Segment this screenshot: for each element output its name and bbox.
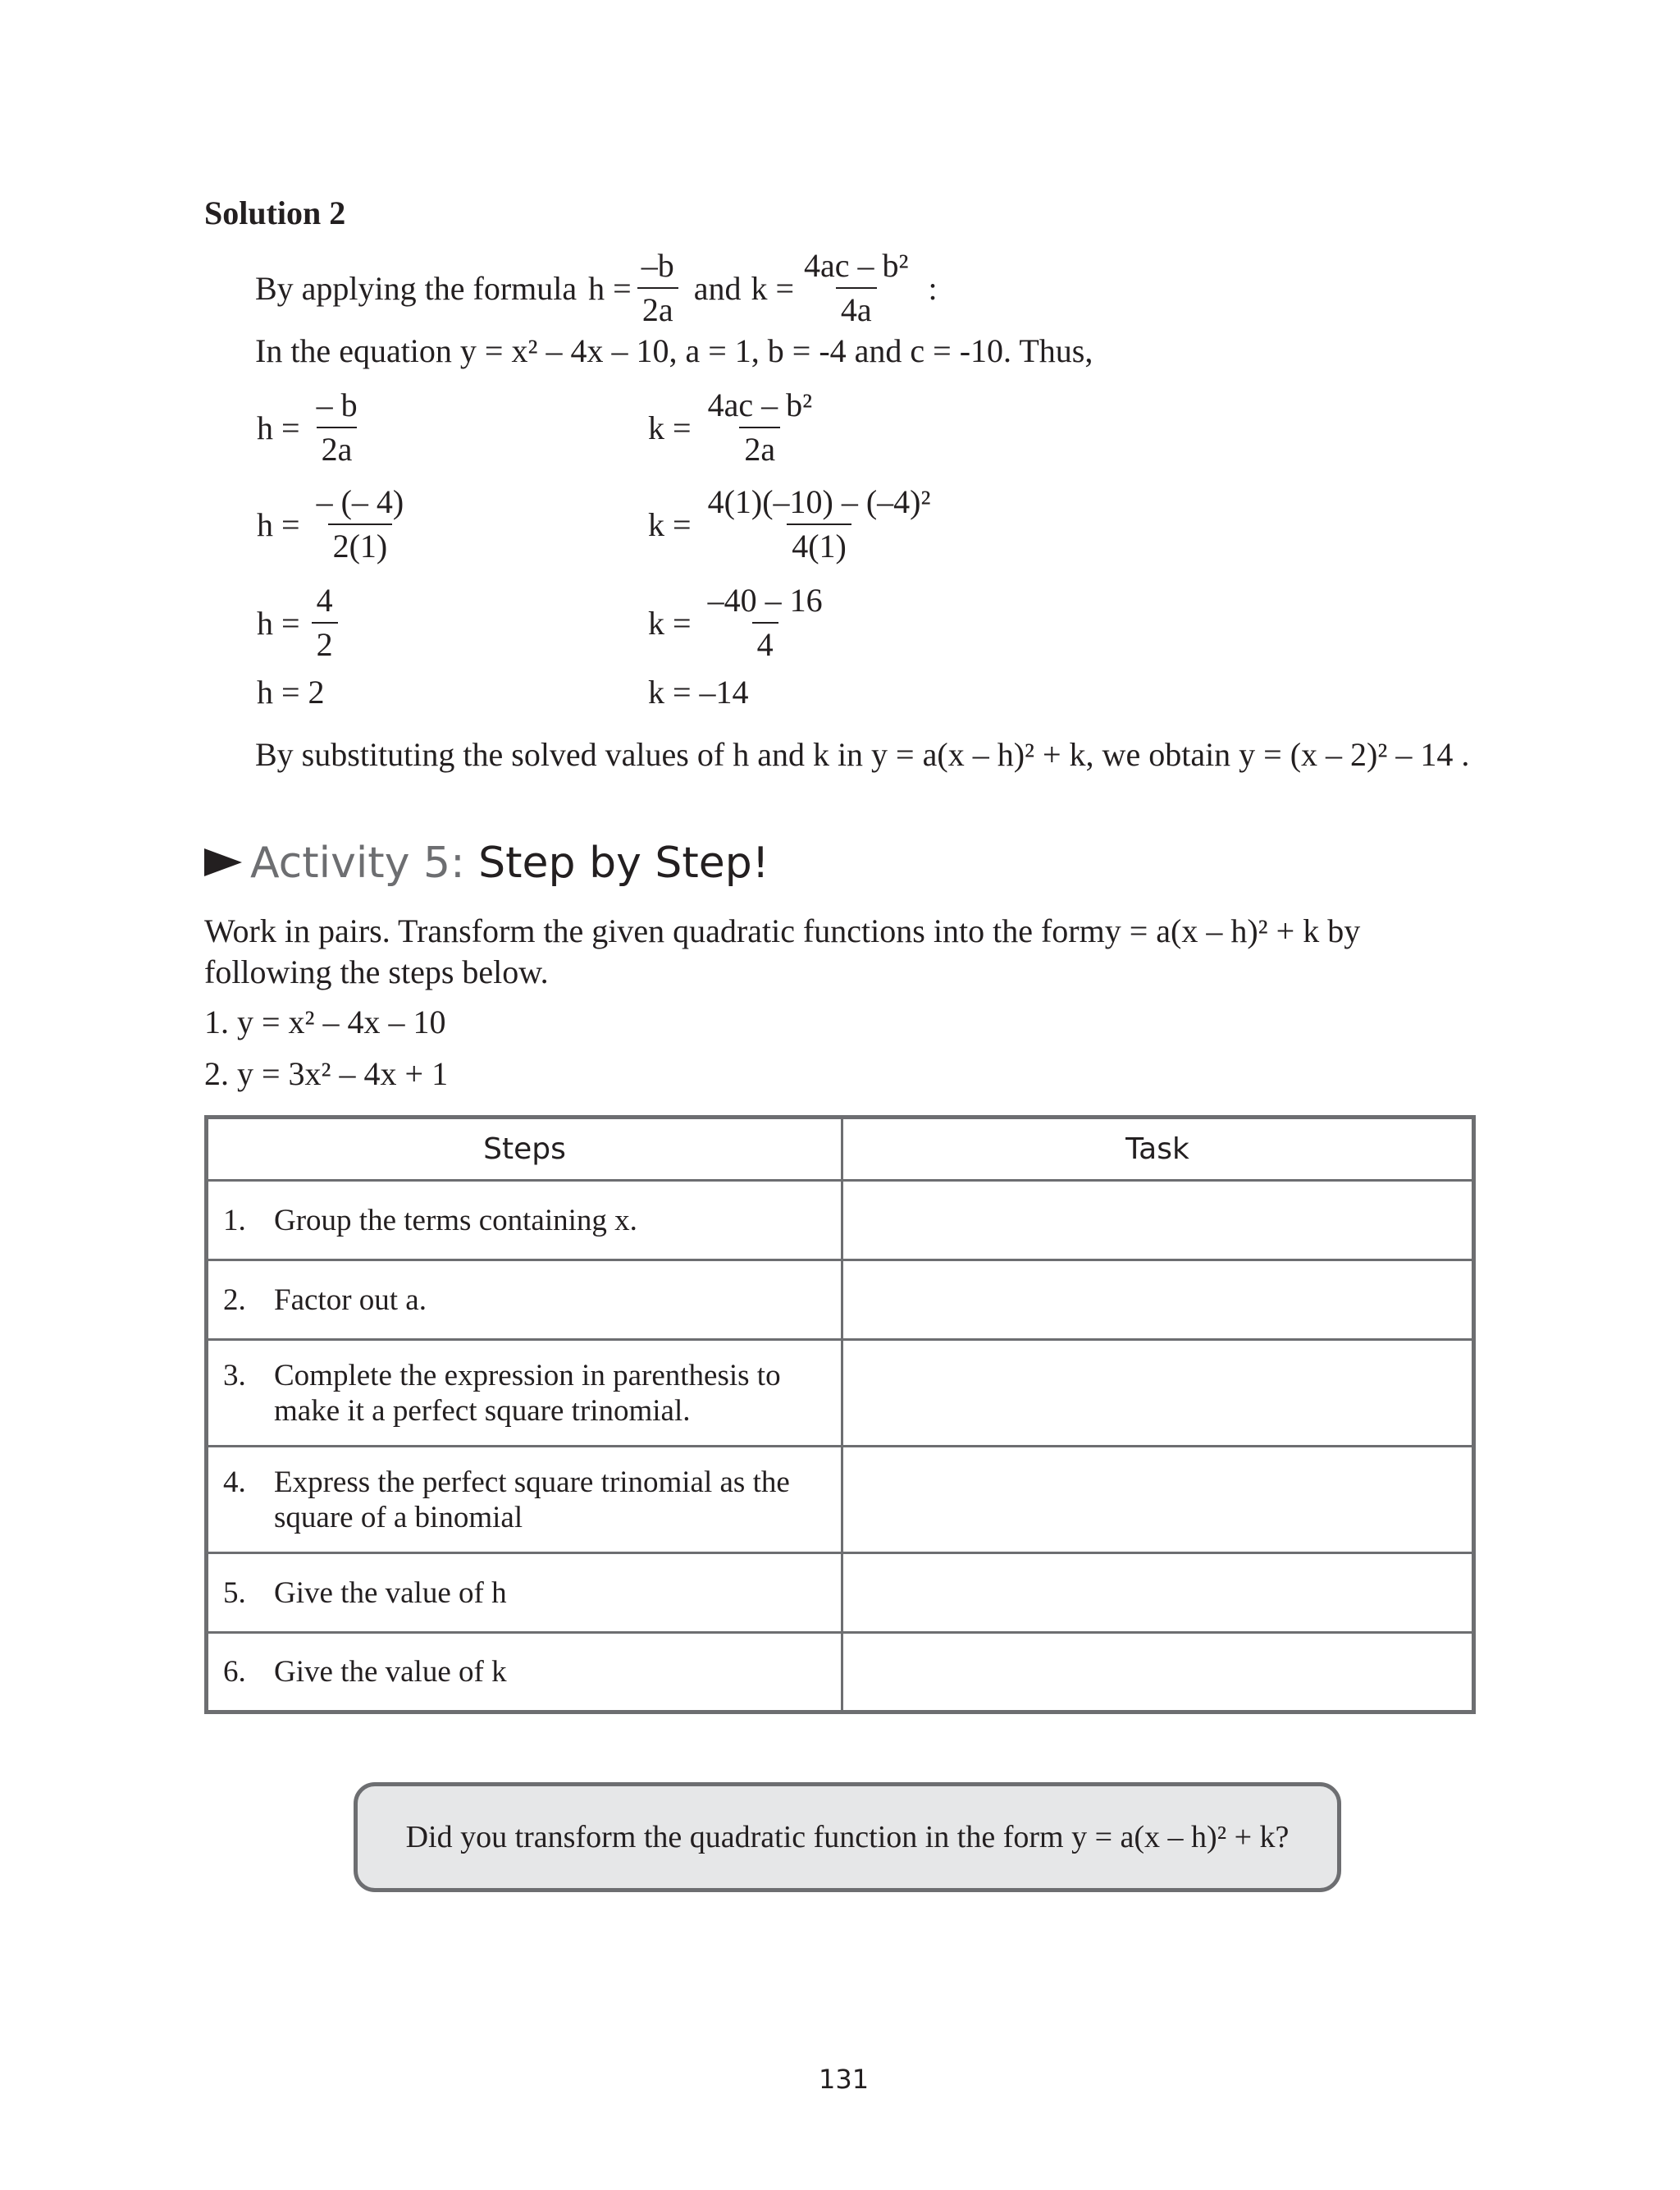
table-row bbox=[207, 1553, 1474, 1633]
table-row bbox=[207, 1260, 1474, 1340]
task-cell[interactable] bbox=[842, 1340, 1474, 1447]
k-result: k = –14 bbox=[648, 674, 749, 711]
denominator: 2 bbox=[312, 622, 338, 663]
step-number: 2. bbox=[223, 1282, 246, 1317]
h-lhs: h = bbox=[257, 409, 300, 446]
k-step-2 bbox=[648, 484, 940, 565]
formula-colon: : bbox=[928, 269, 938, 307]
h-fraction bbox=[312, 583, 338, 663]
arrow-right-icon bbox=[204, 848, 242, 876]
denominator: 2a bbox=[637, 287, 678, 328]
substitution-line: By substituting the solved values of h and k in y = a(x – h)² + k, we obtain y = (x – 2)² – 14 . bbox=[255, 736, 1470, 773]
numerator: – (– 4) bbox=[316, 483, 404, 520]
problem-2: 2. y = 3x² – 4x + 1 bbox=[204, 1055, 449, 1092]
k-lhs: k = bbox=[648, 409, 692, 446]
task-cell[interactable] bbox=[842, 1181, 1474, 1260]
h-step-2 bbox=[257, 484, 413, 565]
denominator: 4 bbox=[752, 622, 778, 663]
k-fraction bbox=[703, 484, 936, 565]
h-result: h = 2 bbox=[257, 674, 325, 711]
denominator: 4a bbox=[836, 287, 877, 328]
step-number: 4. bbox=[223, 1465, 246, 1499]
step-cell bbox=[207, 1447, 842, 1553]
numerator: –40 – 16 bbox=[707, 582, 823, 619]
task-cell[interactable] bbox=[842, 1447, 1474, 1553]
h-fraction bbox=[312, 484, 409, 565]
header-task: Task bbox=[842, 1118, 1474, 1181]
k-lhs: k = bbox=[648, 505, 692, 543]
table-row bbox=[207, 1181, 1474, 1260]
k-fraction bbox=[703, 583, 828, 663]
k-step-1 bbox=[648, 387, 822, 468]
table-header-row bbox=[207, 1118, 1474, 1181]
h-step-1 bbox=[257, 387, 368, 468]
activity-prefix: Activity 5: bbox=[250, 839, 479, 888]
step-cell bbox=[207, 1181, 842, 1260]
numerator: 4ac – b² bbox=[707, 386, 813, 423]
step-text: Give the value of k bbox=[274, 1655, 507, 1689]
numerator: 4ac – b² bbox=[804, 247, 909, 284]
numerator: – b bbox=[316, 386, 358, 423]
numerator: –b bbox=[641, 247, 674, 284]
step-number: 3. bbox=[223, 1358, 246, 1392]
formula-k-fraction bbox=[799, 248, 914, 328]
h-lhs: h = bbox=[257, 505, 300, 543]
step-cell bbox=[207, 1553, 842, 1633]
denominator: 2a bbox=[739, 427, 780, 468]
step-text: Group the terms containing x. bbox=[274, 1203, 637, 1237]
table-row bbox=[207, 1447, 1474, 1553]
step-text: Factor out a. bbox=[274, 1282, 427, 1317]
page-number: 131 bbox=[819, 2064, 870, 2095]
step-text: Express the perfect square trinomial as the square of a binomial bbox=[274, 1465, 790, 1534]
k-fraction bbox=[703, 387, 818, 468]
h-step-3 bbox=[257, 583, 343, 663]
step-cell bbox=[207, 1633, 842, 1712]
formula-k-lhs: k = bbox=[751, 269, 795, 307]
formula-intro: By applying the formula bbox=[255, 269, 578, 307]
step-text: Complete the expression in parenthesis to make it a perfect square trinomial. bbox=[274, 1358, 781, 1428]
denominator: 2(1) bbox=[328, 523, 393, 565]
numerator: 4(1)(–10) – (–4)² bbox=[707, 483, 931, 520]
formula-and: and bbox=[693, 269, 742, 307]
table-row bbox=[207, 1633, 1474, 1712]
activity-instructions: Work in pairs. Transform the given quadratic functions into the formy = a(x – h)² + k by following the steps below. bbox=[204, 912, 1361, 990]
activity-heading bbox=[204, 839, 769, 888]
step-number: 5. bbox=[223, 1575, 246, 1610]
reflection-question-box bbox=[354, 1782, 1341, 1892]
k-step-3 bbox=[648, 583, 833, 663]
equation-line: In the equation y = x² – 4x – 10, a = 1, b = -4 and c = -10. Thus, bbox=[255, 332, 1093, 369]
solution-title: Solution 2 bbox=[204, 194, 346, 231]
table-row bbox=[207, 1340, 1474, 1447]
header-steps: Steps bbox=[207, 1118, 842, 1181]
task-cell[interactable] bbox=[842, 1633, 1474, 1712]
k-lhs: k = bbox=[648, 604, 692, 642]
formula-h-fraction bbox=[637, 248, 679, 328]
steps-table bbox=[204, 1115, 1476, 1714]
formula-line bbox=[255, 248, 938, 328]
formula-h-lhs: h = bbox=[588, 269, 632, 307]
h-fraction bbox=[312, 387, 363, 468]
step-number: 1. bbox=[223, 1203, 246, 1237]
step-number: 6. bbox=[223, 1655, 246, 1689]
task-cell[interactable] bbox=[842, 1553, 1474, 1633]
activity-title: Step by Step! bbox=[478, 839, 769, 888]
reflection-question: Did you transform the quadratic function in the form y = a(x – h)² + k? bbox=[405, 1820, 1290, 1854]
step-cell bbox=[207, 1260, 842, 1340]
problem-1: 1. y = x² – 4x – 10 bbox=[204, 1004, 446, 1040]
denominator: 2a bbox=[317, 427, 358, 468]
task-cell[interactable] bbox=[842, 1260, 1474, 1340]
h-lhs: h = bbox=[257, 604, 300, 642]
numerator: 4 bbox=[316, 582, 333, 619]
step-text: Give the value of h bbox=[274, 1575, 507, 1610]
denominator: 4(1) bbox=[787, 523, 851, 565]
step-cell bbox=[207, 1340, 842, 1447]
